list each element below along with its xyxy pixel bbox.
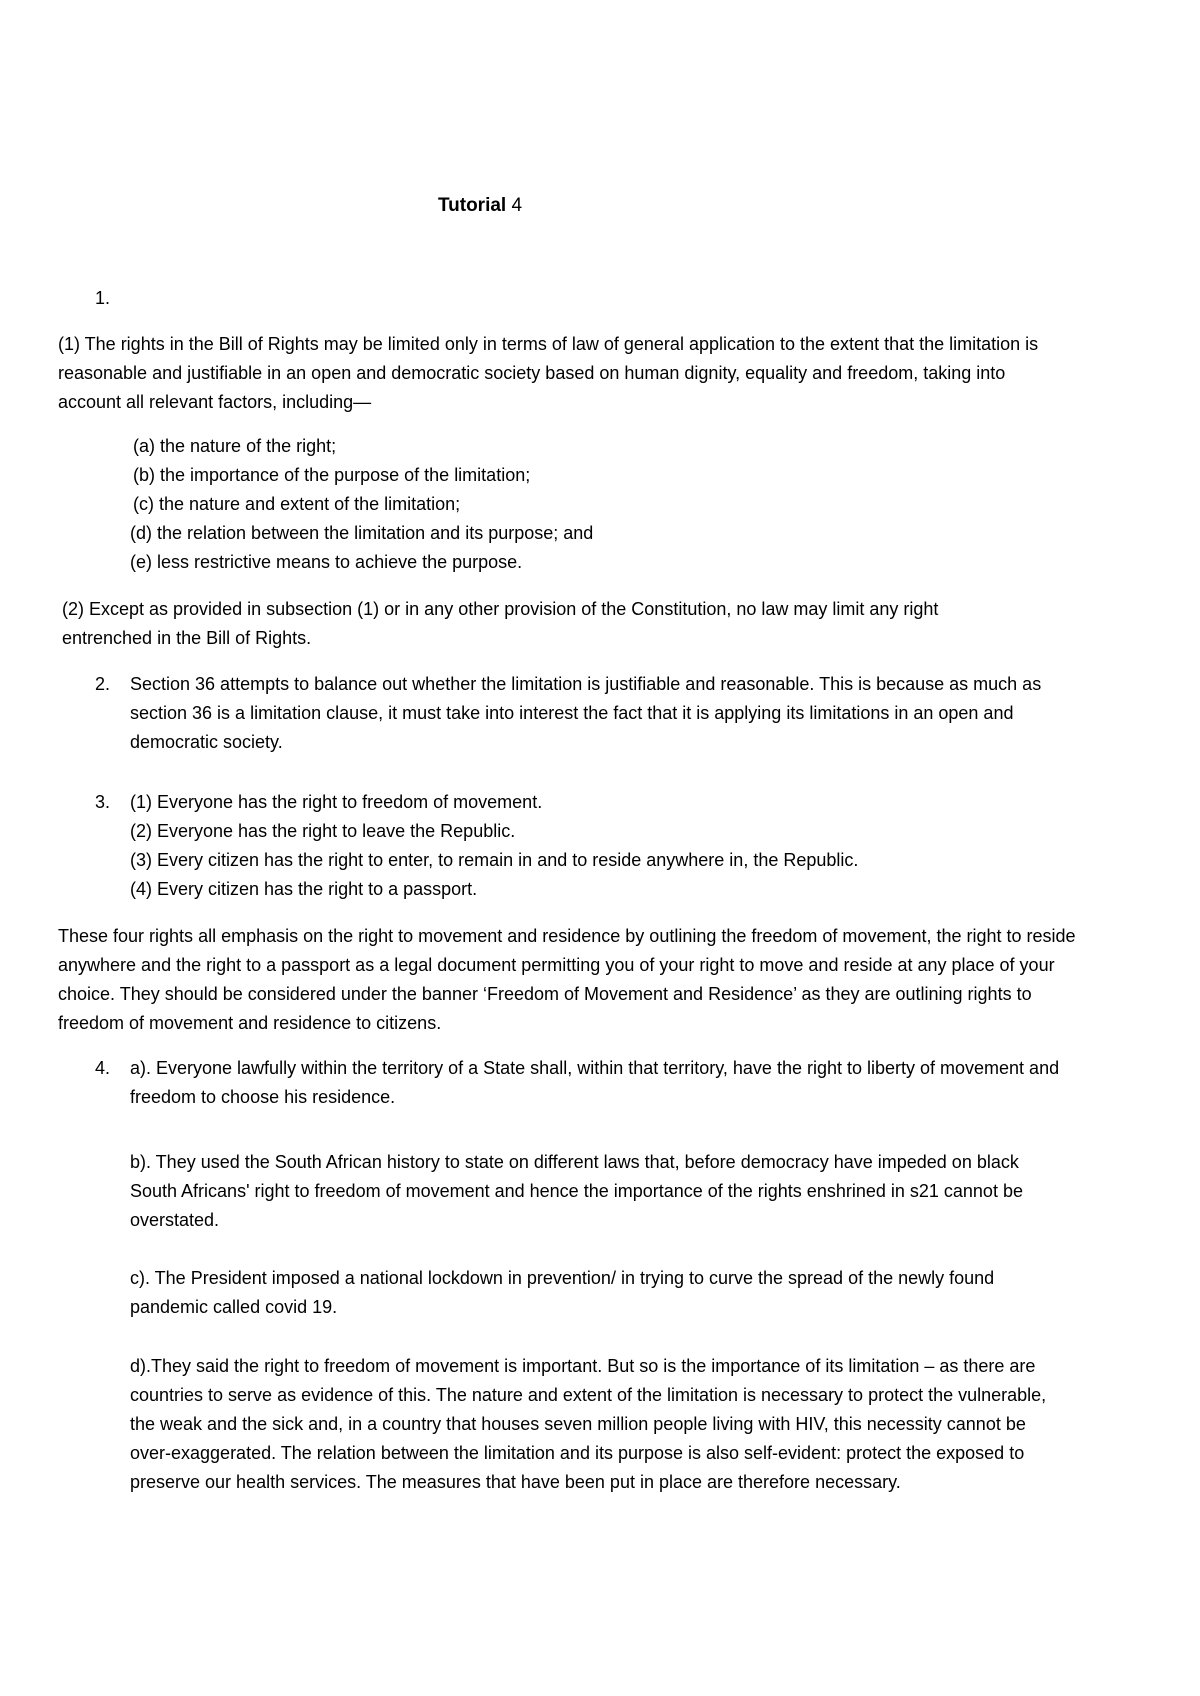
title-word: Tutorial (437, 195, 507, 216)
page-title (0, 191, 960, 220)
q3-number: 3. (95, 792, 111, 812)
q4-answer-d: d).They said the right to freedom of movement is important. But so is the importance of its limitation – as there are countries to serve as evidence of this. The nature and extent of the limitation is necessary to protect the vulnerable, the weak and the sick and, in a country that houses seven million people living with HIV, this necessity cannot be over-exaggerated. The relation between the limitation and its purpose is also self-evident: protect the exposed to preserve our health services. The measures that have been put in place are therefore necessary. (130, 1356, 1047, 1492)
q1-item-b: (b) the importance of the purpose of the limitation; (133, 465, 531, 485)
q1-item-c: (c) the nature and extent of the limitation; (133, 494, 461, 514)
q4-answer-c: c). The President imposed a national lockdown in prevention/ in trying to curve the spread of the newly found pandemic called covid 19. (130, 1268, 995, 1317)
q1-number: 1. (95, 288, 111, 308)
q1-paragraph-1: (1) The rights in the Bill of Rights may be limited only in terms of law of general application to the extent that the limitation is reasonable and justifiable in an open and democratic society based on human dignity, equality and freedom, taking into account all relevant factors, including— (58, 334, 1039, 412)
q3-item-3: (3) Every citizen has the right to enter, to remain in and to reside anywhere in, the Republic. (130, 850, 859, 870)
q2-number: 2. (95, 674, 111, 694)
q3-item-1: (1) Everyone has the right to freedom of movement. (130, 792, 543, 812)
q2-text: Section 36 attempts to balance out whether the limitation is justifiable and reasonable. This is because as much as section 36 is a limitation clause, it must take into interest the fact that it is applying its limitations in an open and democratic society. (130, 674, 1042, 752)
q3-item-2: (2) Everyone has the right to leave the Republic. (130, 821, 516, 841)
q4-number: 4. (95, 1058, 111, 1078)
q3-paragraph: These four rights all emphasis on the right to movement and residence by outlining the freedom of movement, the right to reside anywhere and the right to a passport as a legal document permitting you of your right to move and reside at any place of your choice. They should be considered under the banner ‘Freedom of Movement and Residence’ as they are outlining rights to freedom of movement and residence to citizens. (58, 926, 1076, 1033)
q1-item-a: (a) the nature of the right; (133, 436, 337, 456)
q3-item-4: (4) Every citizen has the right to a passport. (130, 879, 478, 899)
q4-answer-b: b). They used the South African history to state on different laws that, before democracy have impeded on black South Africans' right to freedom of movement and hence the importance of the rights enshrined in s21 cannot be overstated. (130, 1152, 1023, 1230)
q1-paragraph-2: (2) Except as provided in subsection (1) or in any other provision of the Constitution, no law may limit any right entrenched in the Bill of Rights. (62, 599, 939, 648)
q1-item-d: (d) the relation between the limitation and its purpose; and (130, 523, 594, 543)
q1-item-e: (e) less restrictive means to achieve the purpose. (130, 552, 523, 572)
q4-answer-a: a). Everyone lawfully within the territory of a State shall, within that territory, have the right to liberty of movement and freedom to choose his residence. (130, 1058, 1060, 1107)
title-number: 4 (506, 195, 523, 216)
